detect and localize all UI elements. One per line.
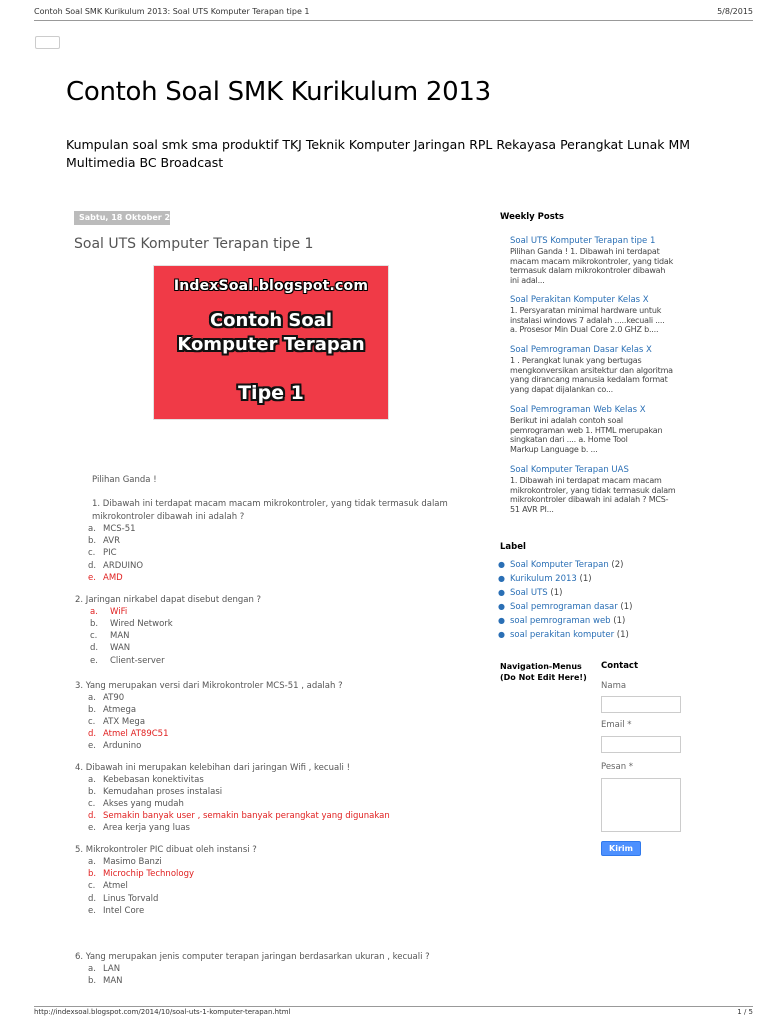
label-item xyxy=(498,616,632,630)
label-link[interactable]: Soal pemrograman dasar xyxy=(510,602,618,612)
name-field[interactable] xyxy=(601,696,681,713)
option-text: ATX Mega xyxy=(103,717,146,727)
question-text: mikrokontroler dibawah ini adalah ? xyxy=(92,512,245,522)
option-letter: d. xyxy=(90,643,99,653)
option-text-answer: Microchip Technology xyxy=(103,869,195,879)
option-letter: a. xyxy=(88,775,96,785)
option-text-answer: AMD xyxy=(103,573,123,583)
label-list xyxy=(498,560,632,644)
option-text: Intel Core xyxy=(103,906,145,916)
option-letter: c. xyxy=(88,548,96,558)
option-letter: c. xyxy=(90,631,98,641)
label-link[interactable]: Soal Komputer Terapan xyxy=(510,560,609,570)
bullet-icon: ● xyxy=(498,588,505,597)
snippet-line: ini adal... xyxy=(510,275,545,285)
snippet-line: Markup Language b. ... xyxy=(510,444,598,454)
post-title[interactable]: Soal UTS Komputer Terapan tipe 1 xyxy=(74,236,314,252)
weekly-post-link[interactable]: Soal Pemrograman Dasar Kelas X xyxy=(510,345,652,355)
option-text: Ardunino xyxy=(103,741,142,751)
option-text: Masimo Banzi xyxy=(103,857,162,867)
label-count: (1) xyxy=(550,588,563,598)
snippet-line: 51 AVR PI... xyxy=(510,504,554,514)
image-caption-line: Tipe 1 xyxy=(238,382,304,404)
weekly-post-link[interactable]: Soal Komputer Terapan UAS xyxy=(510,465,629,475)
snippet-line: a. Prosesor Min Dual Core 2.0 GHZ b.... xyxy=(510,325,659,334)
option-text: MAN xyxy=(103,976,123,986)
image-caption-line: Komputer Terapan xyxy=(177,334,365,355)
question-text: 1. Dibawah ini terdapat macam macam mikrokontroler, yang tidak termasuk dalam xyxy=(92,499,448,509)
snippet-line: mikrokontroler, yang tidak termasuk dalam xyxy=(510,485,676,495)
option-letter: a. xyxy=(88,964,96,974)
print-header-date: 5/8/2015 xyxy=(717,7,753,16)
navbar-placeholder[interactable] xyxy=(35,36,60,49)
label-count: (1) xyxy=(579,574,592,584)
option-letter: b. xyxy=(88,787,97,797)
option-letter-answer: b. xyxy=(88,869,97,879)
blog-description: Kumpulan soal smk sma produktif TKJ Teknik Komputer Jaringan RPL Rekayasa Perangkat Lunak MM Multimedia BC Broadcast xyxy=(66,137,691,170)
snippet-line: mikrokontroler dibawah ini adalah ? MCS- xyxy=(510,495,669,504)
label-item xyxy=(498,588,632,602)
weekly-post-snippet xyxy=(510,306,690,335)
option-text: Kebebasan konektivitas xyxy=(103,775,204,785)
label-heading: Label xyxy=(500,542,526,552)
label-count: (1) xyxy=(613,616,626,626)
option-text: MAN xyxy=(110,631,130,641)
option-text: Kemudahan proses instalasi xyxy=(103,787,223,797)
question-text: 6. Yang merupakan jenis computer terapan jaringan berdasarkan ukuran , kecuali ? xyxy=(75,952,430,962)
blog-title[interactable]: Contoh Soal SMK Kurikulum 2013 xyxy=(66,77,491,107)
bullet-icon: ● xyxy=(498,616,505,625)
option-text: Atmega xyxy=(103,705,137,715)
print-header-divider xyxy=(34,20,753,21)
option-text: AT90 xyxy=(103,693,125,703)
option-letter: e. xyxy=(90,656,98,666)
option-text-answer: WiFi xyxy=(110,607,128,617)
contact-heading: Contact xyxy=(601,661,639,671)
option-text: AVR xyxy=(103,536,120,546)
message-field[interactable] xyxy=(601,778,681,832)
option-letter: c. xyxy=(88,881,96,891)
label-count: (1) xyxy=(620,602,633,612)
label-link[interactable]: soal pemrograman web xyxy=(510,616,611,626)
print-footer-page: 1 / 5 xyxy=(737,1008,753,1016)
weekly-post-snippet xyxy=(510,476,690,514)
snippet-line: yang dapat dijalankan co... xyxy=(510,384,613,394)
option-letter: e. xyxy=(88,823,96,833)
email-field[interactable] xyxy=(601,736,681,753)
option-letter: a. xyxy=(88,524,96,534)
snippet-line: 1. Dibawah ini terdapat macam macam xyxy=(510,476,662,485)
snippet-line: singkatan dari .... a. Home Tool xyxy=(510,435,628,444)
label-link[interactable]: Soal UTS xyxy=(510,588,548,598)
snippet-line: Berikut ini adalah contoh soal xyxy=(510,416,623,425)
option-text: PIC xyxy=(103,548,117,558)
option-letter-answer: e. xyxy=(88,573,96,583)
weekly-post-link[interactable]: Soal Pemrograman Web Kelas X xyxy=(510,405,646,415)
option-text: WAN xyxy=(110,643,131,653)
question-text: 5. Mikrokontroler PIC dibuat oleh instansi ? xyxy=(75,845,257,855)
image-caption-line: Contoh Soal xyxy=(209,310,333,331)
print-footer-divider xyxy=(34,1006,753,1007)
send-button[interactable]: Kirim xyxy=(601,841,641,856)
weekly-post-link[interactable]: Soal UTS Komputer Terapan tipe 1 xyxy=(510,236,656,246)
label-item xyxy=(498,602,632,616)
navigation-menus-heading xyxy=(500,661,587,683)
label-item xyxy=(498,630,632,644)
email-label: Email * xyxy=(601,720,632,730)
post-image[interactable] xyxy=(153,265,389,420)
option-letter: b. xyxy=(88,536,97,546)
print-header-title: Contoh Soal SMK Kurikulum 2013: Soal UTS Komputer Terapan tipe 1 xyxy=(34,7,310,16)
nav-heading-line: (Do Not Edit Here!) xyxy=(500,673,587,682)
option-letter: b. xyxy=(88,976,97,986)
option-letter-answer: a. xyxy=(90,607,98,617)
weekly-posts-heading: Weekly Posts xyxy=(500,212,564,222)
option-letter: c. xyxy=(88,799,96,809)
nav-heading-line: Navigation-Menus xyxy=(500,662,582,671)
bullet-icon: ● xyxy=(498,602,505,611)
option-text: ARDUINO xyxy=(103,561,144,571)
snippet-line: 1. Persyaratan minimal hardware untuk xyxy=(510,306,662,315)
label-item xyxy=(498,560,632,574)
option-letter: d. xyxy=(88,894,97,904)
snippet-line: yang dirancang manusia kedalam format xyxy=(510,375,668,384)
option-letter-answer: d. xyxy=(88,729,97,739)
option-letter: a. xyxy=(88,693,96,703)
question-text: 3. Yang merupakan versi dari Mikrokontroler MCS-51 , adalah ? xyxy=(75,681,343,691)
name-label: Nama xyxy=(601,681,627,691)
label-count: (2) xyxy=(611,560,624,570)
option-text: Atmel xyxy=(103,881,128,891)
weekly-post-snippet xyxy=(510,416,690,454)
bullet-icon: ● xyxy=(498,560,505,569)
post-date-header: Sabtu, 18 Oktober 2014 xyxy=(74,211,170,225)
option-text: MCS-51 xyxy=(103,524,136,534)
label-link[interactable]: Kurikulum 2013 xyxy=(510,574,577,584)
option-letter: a. xyxy=(88,857,96,867)
bullet-icon: ● xyxy=(498,630,505,639)
image-watermark-text: IndexSoal.blogspot.com xyxy=(173,278,369,294)
snippet-line: instalasi windows 7 adalah .....kecuali .... xyxy=(510,315,665,325)
snippet-line: Pilihan Ganda ! 1. Dibawah ini terdapat xyxy=(510,247,660,256)
option-text: Akses yang mudah xyxy=(103,799,184,809)
option-text-answer: Semakin banyak user , semakin banyak perangkat yang digunakan xyxy=(103,811,390,821)
option-text: LAN xyxy=(103,964,121,974)
question-text: 4. Dibawah ini merupakan kelebihan dari jaringan Wifi , kecuali ! xyxy=(75,763,350,773)
option-letter: b. xyxy=(90,619,99,629)
snippet-line: pemrograman web 1. HTML merupakan xyxy=(510,425,663,435)
snippet-line: mengkonversikan arsitektur dan algoritma xyxy=(510,365,673,375)
option-letter: d. xyxy=(88,561,97,571)
weekly-post-link[interactable]: Soal Perakitan Komputer Kelas X xyxy=(510,295,649,305)
question-text: 2. Jaringan nirkabel dapat disebut dengan ? xyxy=(75,595,262,605)
print-footer-url: http://indexsoal.blogspot.com/2014/10/soal-uts-1-komputer-terapan.html xyxy=(34,1008,291,1016)
option-text: Linus Torvald xyxy=(103,894,159,904)
bullet-icon: ● xyxy=(498,574,505,583)
option-text-answer: Atmel AT89C51 xyxy=(103,729,169,739)
option-letter: e. xyxy=(88,906,96,916)
print-footer xyxy=(34,1008,753,1018)
label-item xyxy=(498,574,632,588)
label-count: (1) xyxy=(616,630,629,640)
weekly-post-snippet xyxy=(510,247,690,285)
print-header xyxy=(34,7,753,17)
option-letter-answer: d. xyxy=(88,811,97,821)
option-text: Client-server xyxy=(110,656,165,666)
snippet-line: termasuk dalam mikrokontroler dibawah xyxy=(510,266,666,275)
snippet-line: macam macam mikrokontroler, yang tidak xyxy=(510,256,673,266)
message-label: Pesan * xyxy=(601,762,634,772)
option-letter: b. xyxy=(88,705,97,715)
snippet-line: 1 . Perangkat lunak yang bertugas xyxy=(510,356,642,365)
label-link[interactable]: soal perakitan komputer xyxy=(510,630,615,640)
option-text: Wired Network xyxy=(110,619,173,629)
option-letter: c. xyxy=(88,717,96,727)
option-letter: e. xyxy=(88,741,96,751)
option-text: Area kerja yang luas xyxy=(103,823,190,833)
weekly-post-snippet xyxy=(510,356,690,394)
quiz-intro: Pilihan Ganda ! xyxy=(92,475,157,485)
